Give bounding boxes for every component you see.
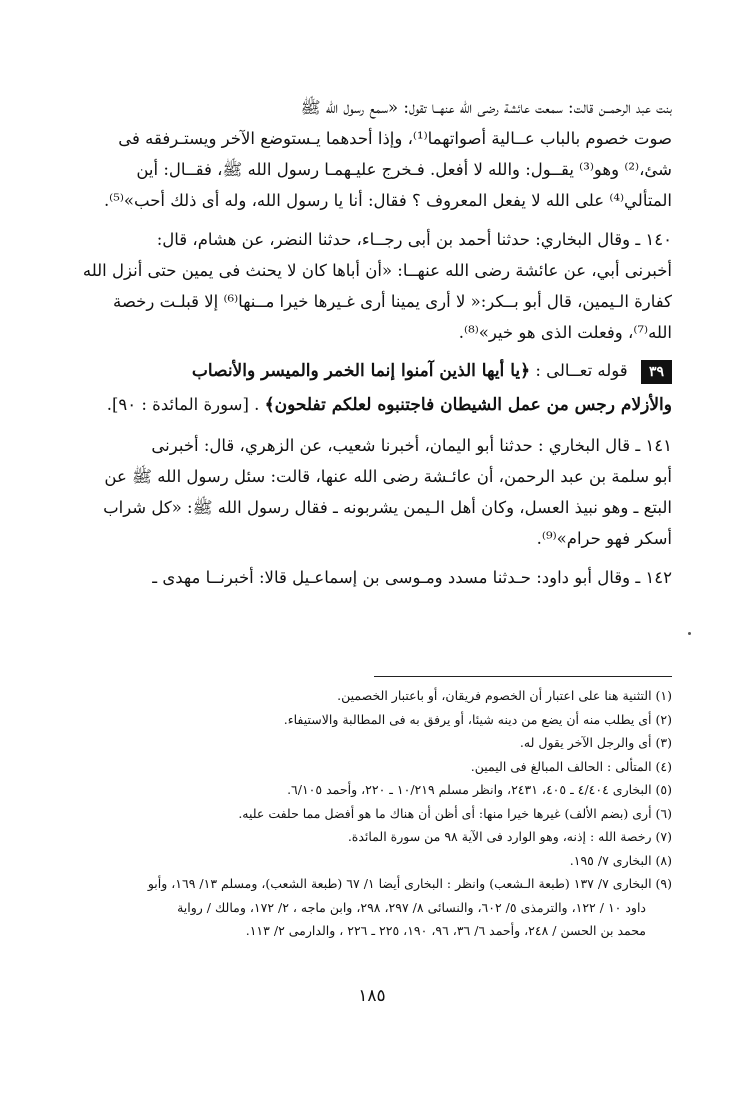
- text-line: أخبرنى أبي، عن عائشة رضى الله عنهــا: «أن أباها كان لا يحنث فى يمين حتى أنزل الله: [82, 261, 672, 280]
- verse-reference: . [سورة المائدة : ٩٠].: [106, 395, 260, 414]
- text-line: أسكر فهو حرام»⁽⁹⁾.: [536, 529, 672, 548]
- footnote: (٢) أى يطلب منه أن يضع من دينه شيئا، أو يرفق به فى المطالبة والاستيفاء.: [283, 711, 672, 727]
- page-number: ١٨٥: [358, 986, 386, 1006]
- footnote: (٥) البخارى ٤/٤٠٤ ـ ٤٠٥، ٢٤٣١، وانظر مسلم ١٠/٢١٩ ـ ٢٢٠، وأحمد ٦/١٠٥.: [287, 782, 672, 797]
- paragraph-141: [76, 430, 672, 554]
- footnote: (٦) أرى (بضم الألف) غيرها خيرا منها: أى أظن أن هناك ما هو أفضل مما حلفت عليه.: [238, 805, 672, 821]
- text-line: البتع ـ وهو نبيذ العسل، وكان أهل الـيمن يشربونه ـ فقال رسول الله ﷺ: «كل شراب: [103, 498, 672, 517]
- text-line: ١٤١ ـ قال البخاري : حدثنا أبو اليمان، أخبرنا شعيب، عن الزهري، قال: أخبرنى: [151, 436, 672, 455]
- footnote: (٨) البخارى ٧/ ١٩٥.: [569, 852, 672, 868]
- quran-verse-part-1: ﴿يا أيها الذين آمنوا إنما الخمر والميسر والأنصاب: [191, 361, 531, 381]
- footnote-continuation: داود ١٠ / ١٢٢، والترمذى ٥/ ٦٠٢، والنسائى ٨/ ٢٩٧، ٢٩٨، وابن ماجه ، ٢/ ١٧٢، ومالك / رواية: [177, 899, 646, 915]
- footnote: (٣) أى والرجل الآخر يقول له.: [519, 735, 672, 750]
- footnotes: [62, 684, 672, 943]
- section-heading: [76, 354, 672, 422]
- footnote-continuation: محمد بن الحسن / ٢٤٨، وأحمد ٦/ ٣٦، ٩٦، ١٩٠، ٢٢٥ ـ ٢٢٦ ، والدارمى ٢/ ١١٣.: [245, 923, 646, 938]
- scan-speck: [688, 632, 691, 635]
- heading-intro: قوله تعــالى :: [535, 361, 628, 380]
- paragraph-1: [76, 92, 672, 216]
- text-line: كفارة الـيمين، قال أبو بــكر:« لا أرى يمينا أرى غـيرها خيرا مــنها⁽⁶⁾ إلا قبلـت رخصة: [113, 292, 672, 311]
- text-line: ١٤٠ ـ وقال البخاري: حدثنا أحمد بن أبى رجــاء، حدثنا النضر، عن هشام، قال:: [156, 230, 672, 249]
- footnote: (٩) البخارى ٧/ ١٣٧ (طبعة الـشعب) وانظر : البخارى أيضا ١/ ٦٧ (طبعة الشعب)، ومسلم ١٣/ ١٦٩، وأبو: [147, 876, 672, 891]
- footnote: (٤) المتألى : الحالف المبالغ فى اليمين.: [470, 758, 672, 774]
- text-line: الله⁽⁷⁾، وفعلت الذى هو خير»⁽⁸⁾.: [458, 323, 672, 342]
- text-line: ١٤٢ ـ وقال أبو داود: حـدثنا مسدد ومـوسى بن إسماعـيل قالا: أخبرنــا مهدى ـ: [152, 568, 672, 587]
- paragraph-142: [76, 562, 672, 593]
- footnote: (١) التثنية هنا على اعتبار أن الخصوم فريقان، أو باعتبار الخصمين.: [337, 688, 672, 703]
- text-line: بنت عبد الرحمــن قالت: سمعت عائشة رضى الله عنهــا تقول: «سمع رسول الله ﷺ: [300, 98, 672, 117]
- footnote: (٧) رخصة الله : إذنه، وهو الوارد فى الآية ٩٨ من سورة المائدة.: [347, 829, 672, 844]
- main-text: [76, 92, 672, 593]
- paragraph-140: [76, 224, 672, 348]
- footnote-divider: [374, 676, 672, 677]
- text-line: صوت خصوم بالباب عــالية أصواتهما⁽¹⁾، وإذا أحدهما يـستوضع الآخر ويستـرفقه فى: [118, 129, 672, 148]
- section-number-badge: ٣٩: [641, 360, 672, 384]
- text-line: المتألي⁽⁴⁾ على الله لا يفعل المعروف ؟ فقال: أنا يا رسول الله، وله أى ذلك أحب»⁽⁵⁾.: [103, 191, 672, 210]
- text-line: أبو سلمة بن عبد الرحمن، أن عائـشة رضى الله عنها، قالت: سئل رسول الله ﷺ عن: [104, 467, 672, 486]
- quran-verse-part-2: والأزلام رجس من عمل الشيطان فاجتنبوه لعلكم تفلحون﴾: [264, 395, 672, 415]
- text-line: شئ،⁽²⁾ وهو⁽³⁾ يقــول: والله لا أفعل. فـخرج عليـهمـا رسول الله ﷺ، فقــال: أين: [136, 160, 672, 179]
